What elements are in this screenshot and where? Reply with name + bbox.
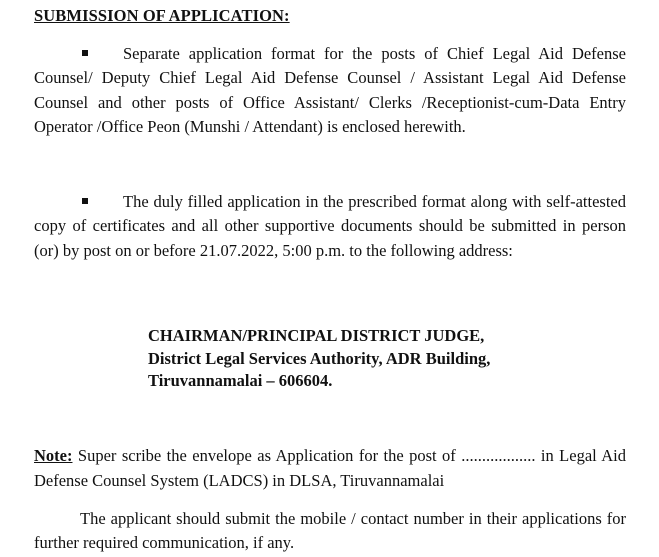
note-paragraph	[34, 444, 626, 493]
note-label: Note:	[34, 446, 73, 465]
address-block	[148, 325, 490, 393]
bullet-text-1: Separate application format for the posts of Chief Legal Aid Defense Counsel/ Deputy Chief Legal Aid Defense Counsel / Assistant Legal Aid Defense Counsel and other posts of Office Assistant/ Clerks /Receptionist-cum-Data Entry Operator /Office Peon (Munshi / Attendant) is enclosed herewith.	[34, 44, 626, 136]
bullet-paragraph-1	[34, 42, 626, 139]
square-bullet-icon	[82, 198, 88, 204]
note-text: Super scribe the envelope as Application for the post of .................. in Legal Aid Defense Counsel System (LADCS) in DLSA, Tiruvannamalai	[34, 446, 626, 490]
address-line-2: District Legal Services Authority, ADR Building,	[148, 348, 491, 368]
section-heading: SUBMISSION OF APPLICATION:	[34, 6, 290, 25]
bullet-paragraph-2	[34, 190, 626, 263]
closing-paragraph: The applicant should submit the mobile / contact number in their applications for further required communication, if any.	[34, 509, 626, 552]
square-bullet-icon	[82, 50, 88, 56]
address-line-1: CHAIRMAN/PRINCIPAL DISTRICT JUDGE,	[148, 326, 485, 345]
address-line-3: Tiruvannamalai – 606604.	[148, 371, 333, 390]
bullet-text-2: The duly filled application in the prescribed format along with self-attested copy of certificates and all other supportive documents should be submitted in person (or) by post on or before 21.07.2022, 5:00 p.m. to the following address:	[34, 192, 626, 260]
